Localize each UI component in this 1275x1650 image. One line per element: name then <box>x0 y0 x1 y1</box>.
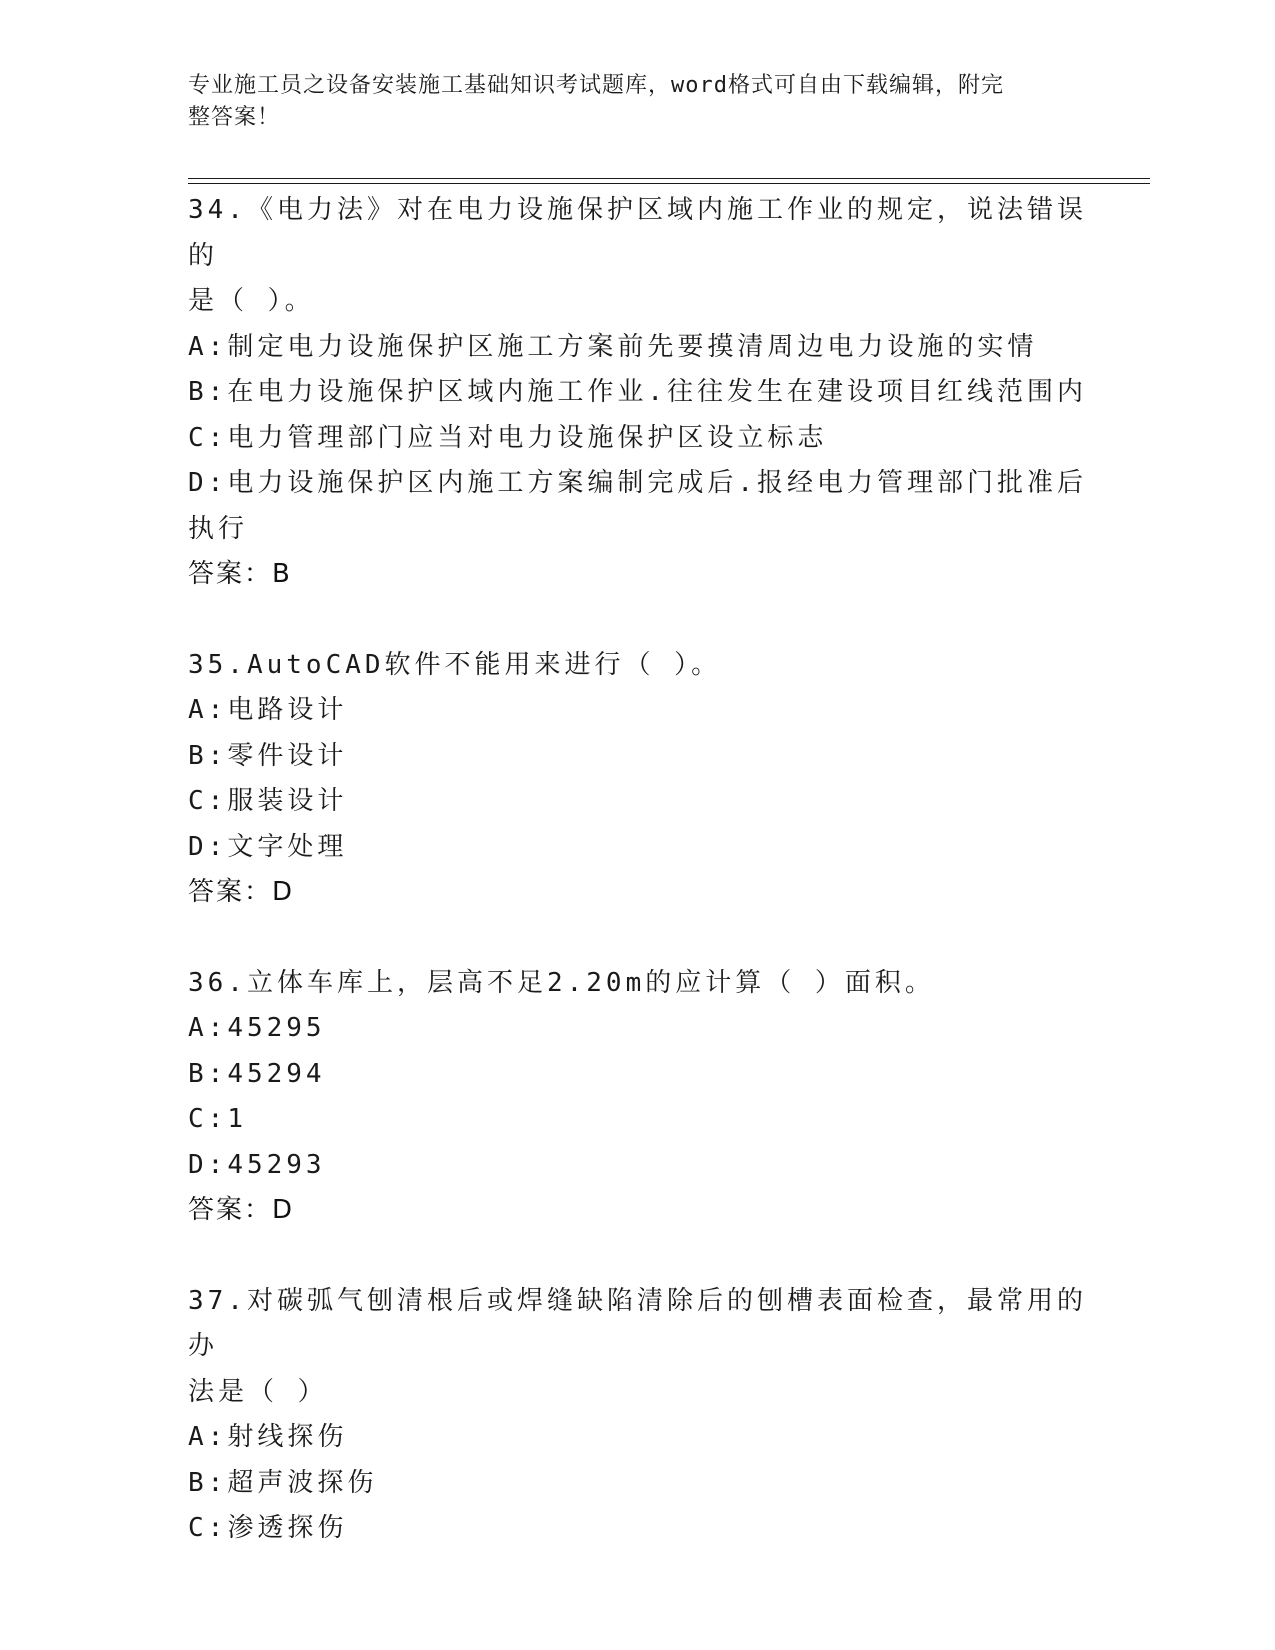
answer-line: 答案：B <box>188 559 292 589</box>
option-text: 45293 <box>227 1149 326 1180</box>
question-spacer <box>188 1234 1088 1279</box>
option-d <box>188 461 1088 507</box>
option-separator: : <box>207 331 228 362</box>
option-key: A <box>188 1422 208 1452</box>
option-b <box>188 1052 1088 1098</box>
option-text: 服装设计 <box>227 786 348 816</box>
option-a <box>188 1006 1088 1052</box>
option-text: 射线探伤 <box>227 1422 348 1452</box>
option-text: 在电力设施保护区域内施工作业.往往发生在建设项目红线范围内 <box>227 377 1087 407</box>
option-text: 电力设施保护区内施工方案编制完成后.报经电力管理部门批准后 <box>227 468 1087 498</box>
option-key: D <box>188 468 208 498</box>
option-c <box>188 1097 1088 1143</box>
header-line-1: 专业施工员之设备安装施工基础知识考试题库，word格式可自由下载编辑，附完 <box>188 73 1004 98</box>
option-text: 电力管理部门应当对电力设施保护区设立标志 <box>227 422 828 453</box>
option-d <box>188 1143 1088 1189</box>
question-list <box>188 188 1088 1552</box>
option-separator: : <box>207 1422 228 1452</box>
option-key: A <box>188 695 208 725</box>
option-c <box>188 416 1088 462</box>
question-stem-line: 37.对碳弧气刨清根后或焊缝缺陷清除后的刨槽表面检查，最常用的办 <box>188 1285 1087 1361</box>
option-separator: : <box>207 695 228 725</box>
option-text: 电路设计 <box>227 695 348 725</box>
header-line-2: 整答案！ <box>188 105 281 130</box>
option-separator: : <box>207 422 228 453</box>
option-separator: : <box>207 1058 228 1089</box>
option-key: C <box>188 422 208 453</box>
question-35 <box>188 643 1088 916</box>
option-separator: : <box>207 1149 228 1180</box>
option-c <box>188 1506 1088 1552</box>
question-stem-line: 36.立体车库上，层高不足2.20m的应计算（ ）面积。 <box>188 967 935 998</box>
question-stem <box>188 961 1088 1007</box>
option-key: B <box>188 1467 208 1498</box>
answer-line: 答案：D <box>188 1195 295 1225</box>
answer-line: 答案：D <box>188 877 295 907</box>
option-b <box>188 1461 1088 1507</box>
question-34 <box>188 188 1088 598</box>
option-d-continuation: 执行 <box>188 513 249 544</box>
header-divider-top <box>188 178 1150 179</box>
option-b <box>188 370 1088 416</box>
question-stem <box>188 188 1088 325</box>
question-spacer <box>188 916 1088 961</box>
option-a <box>188 325 1088 371</box>
option-separator: : <box>207 377 228 407</box>
option-separator: : <box>207 786 228 816</box>
option-key: B <box>188 377 208 407</box>
question-stem-line: 法是（ ） <box>188 1376 328 1407</box>
option-key: A <box>188 331 208 362</box>
option-key: D <box>188 831 208 862</box>
option-a <box>188 688 1088 734</box>
option-text: 渗透探伤 <box>227 1513 348 1543</box>
option-a <box>188 1415 1088 1461</box>
option-separator: : <box>207 1013 228 1043</box>
option-separator: : <box>207 831 228 862</box>
option-b <box>188 734 1088 780</box>
option-text: 超声波探伤 <box>227 1467 378 1498</box>
question-stem <box>188 643 1088 689</box>
option-key: C <box>188 786 208 816</box>
question-stem-line: 34.《电力法》对在电力设施保护区域内施工作业的规定，说法错误的 <box>188 195 1087 271</box>
header-divider-bottom <box>188 183 1150 184</box>
question-stem-line: 是（ ）。 <box>188 286 315 316</box>
option-key: C <box>188 1104 208 1134</box>
option-text: 文字处理 <box>227 831 348 862</box>
option-separator: : <box>207 740 228 771</box>
option-separator: : <box>207 1513 228 1543</box>
option-separator: : <box>207 468 228 498</box>
option-key: B <box>188 1058 208 1089</box>
option-c <box>188 779 1088 825</box>
question-36 <box>188 961 1088 1234</box>
question-stem-line: 35.AutoCAD软件不能用来进行（ ）。 <box>188 649 722 680</box>
option-key: B <box>188 740 208 771</box>
question-stem <box>188 1279 1088 1416</box>
document-header <box>188 70 1068 134</box>
option-key: A <box>188 1013 208 1043</box>
option-text: 零件设计 <box>227 740 348 771</box>
option-text: 45295 <box>227 1013 326 1043</box>
option-text: 1 <box>227 1104 247 1134</box>
question-37 <box>188 1279 1088 1552</box>
option-key: C <box>188 1513 208 1543</box>
option-d <box>188 825 1088 871</box>
option-key: D <box>188 1149 208 1180</box>
option-text: 45294 <box>227 1058 326 1089</box>
question-spacer <box>188 598 1088 643</box>
option-separator: : <box>207 1467 228 1498</box>
option-separator: : <box>207 1104 228 1134</box>
option-text: 制定电力设施保护区施工方案前先要摸清周边电力设施的实情 <box>227 331 1038 362</box>
